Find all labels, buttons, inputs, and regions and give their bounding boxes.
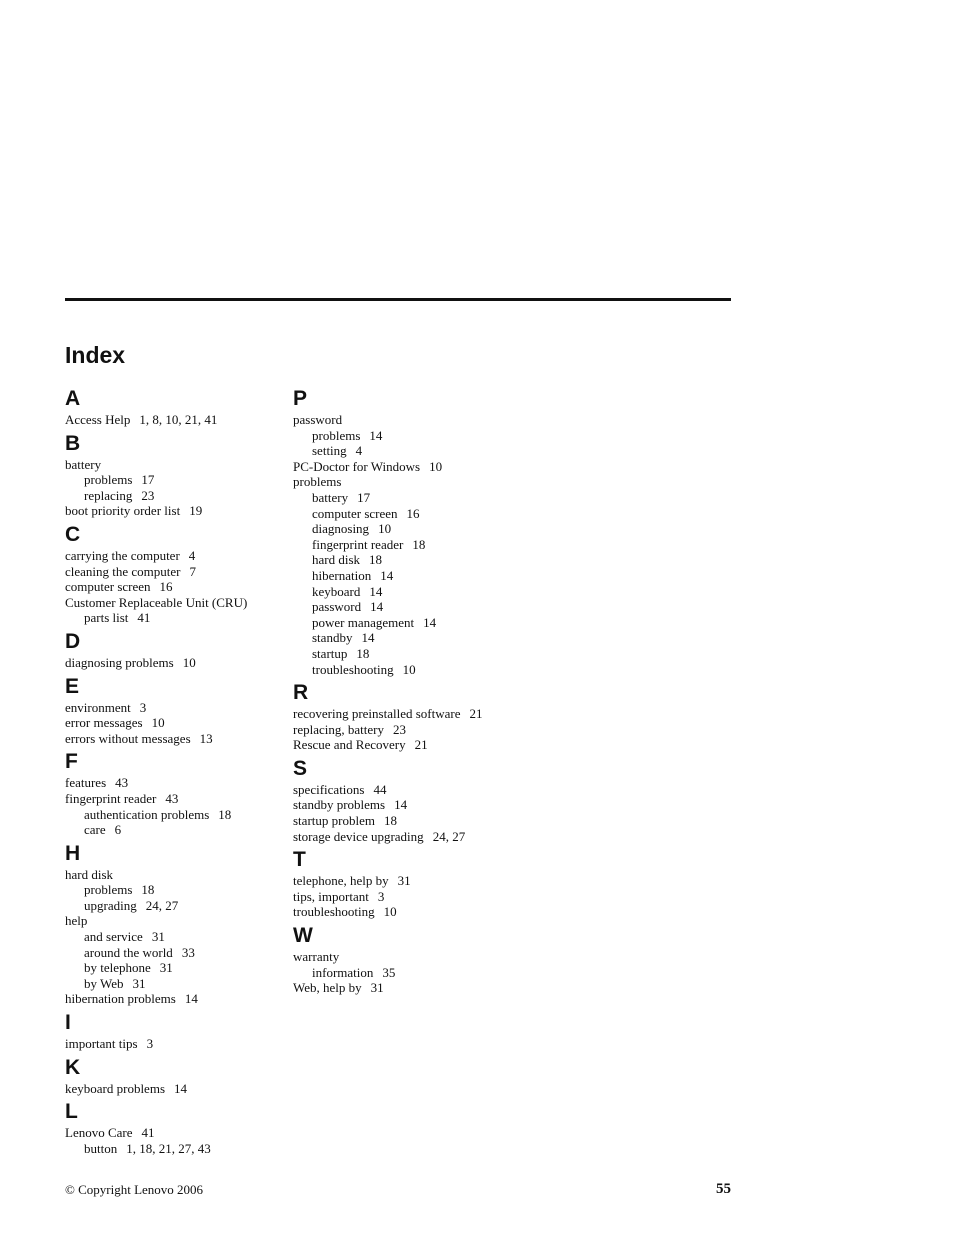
index-entry bbox=[65, 655, 285, 671]
entry-page-refs: 4 bbox=[188, 547, 196, 563]
index-subentry bbox=[65, 929, 285, 945]
entry-term: important tips bbox=[65, 1036, 138, 1052]
entry-term: parts list bbox=[84, 610, 129, 626]
index-section-e bbox=[65, 674, 285, 747]
index-entry bbox=[293, 949, 513, 965]
entry-term: Web, help by bbox=[293, 980, 362, 996]
entry-term: button bbox=[84, 1140, 118, 1156]
index-subentry bbox=[293, 490, 513, 506]
entry-term: hard disk bbox=[312, 552, 361, 568]
index-subentry bbox=[65, 822, 285, 838]
entry-page-refs: 21 bbox=[414, 737, 428, 753]
index-section-a bbox=[65, 386, 285, 428]
index-subentry bbox=[293, 521, 513, 537]
entry-page-refs: 18 bbox=[383, 813, 397, 829]
entry-page-refs: 16 bbox=[159, 579, 173, 595]
index-section-c bbox=[65, 522, 285, 626]
index-section-k bbox=[65, 1055, 285, 1097]
section-letter: B bbox=[65, 431, 81, 455]
entry-term: Access Help bbox=[65, 412, 131, 427]
index-entry bbox=[65, 564, 285, 580]
entry-page-refs: 14 bbox=[423, 614, 437, 630]
entry-page-refs: 31 bbox=[397, 873, 411, 889]
entry-page-refs: 14 bbox=[369, 427, 383, 443]
entry-term: upgrading bbox=[84, 897, 137, 913]
entry-term: Rescue and Recovery bbox=[293, 737, 406, 753]
entry-term: care bbox=[84, 822, 106, 838]
index-column-left bbox=[65, 386, 285, 1156]
section-letter: I bbox=[65, 1011, 71, 1035]
entry-page-refs: 18 bbox=[218, 806, 232, 822]
index-subentry bbox=[293, 599, 513, 615]
entry-page-refs: 33 bbox=[181, 944, 195, 960]
index-subentry bbox=[293, 615, 513, 631]
index-entry bbox=[293, 813, 513, 829]
index-subentry bbox=[293, 646, 513, 662]
index-subentry bbox=[65, 898, 285, 914]
entry-term: troubleshooting bbox=[312, 661, 394, 677]
entry-page-refs: 19 bbox=[189, 503, 203, 519]
index-subentry bbox=[65, 976, 285, 992]
entry-page-refs: 3 bbox=[146, 1036, 154, 1052]
entry-term: battery bbox=[312, 489, 349, 505]
entry-term: troubleshooting bbox=[293, 904, 375, 920]
index-subentry bbox=[293, 537, 513, 553]
entry-term: battery bbox=[65, 456, 102, 472]
entry-term: problems bbox=[84, 882, 133, 898]
index-entry bbox=[65, 503, 285, 519]
index-entry bbox=[65, 412, 285, 428]
index-entry bbox=[65, 791, 285, 807]
index-section-d bbox=[65, 629, 285, 671]
entry-term: tips, important bbox=[293, 888, 369, 904]
entry-page-refs: 18 bbox=[412, 536, 426, 552]
index-entry bbox=[65, 700, 285, 716]
section-letter: P bbox=[293, 387, 308, 410]
index-subentry bbox=[293, 506, 513, 522]
entry-page-refs: 23 bbox=[141, 487, 155, 503]
index-section-f bbox=[65, 749, 285, 837]
entry-page-refs: 1, 18, 21, 27, 43 bbox=[126, 1140, 211, 1156]
index-entry bbox=[65, 775, 285, 791]
index-entry bbox=[65, 595, 285, 611]
index-section-i bbox=[65, 1010, 285, 1052]
index-section-l bbox=[65, 1099, 285, 1156]
section-letter: D bbox=[65, 629, 81, 653]
entry-term: around the world bbox=[84, 944, 173, 960]
entry-page-refs: 14 bbox=[184, 991, 198, 1007]
entry-term: diagnosing bbox=[312, 521, 370, 537]
entry-page-refs: 10 bbox=[151, 715, 165, 731]
index-subentry bbox=[293, 568, 513, 584]
entry-term: error messages bbox=[65, 715, 143, 731]
entry-page-refs: 10 bbox=[182, 654, 196, 670]
entry-term: problems bbox=[312, 427, 361, 443]
index-section-p bbox=[293, 386, 513, 677]
index-subentry bbox=[293, 965, 513, 981]
index-entry bbox=[293, 474, 513, 490]
entry-page-refs: 43 bbox=[115, 775, 129, 791]
index-section-r bbox=[293, 680, 513, 753]
entry-term: keyboard bbox=[312, 583, 361, 599]
index-section-t bbox=[293, 847, 513, 920]
entry-page-refs: 16 bbox=[406, 505, 420, 521]
index-section-s bbox=[293, 756, 513, 844]
entry-term: features bbox=[65, 775, 107, 791]
index-entry bbox=[65, 457, 285, 473]
index-subentry bbox=[65, 610, 285, 626]
entry-term: specifications bbox=[293, 781, 365, 797]
section-letter: A bbox=[65, 387, 81, 410]
entry-term: PC-Doctor for Windows bbox=[293, 458, 421, 474]
entry-term: authentication problems bbox=[84, 806, 210, 822]
entry-term: carrying the computer bbox=[65, 547, 180, 563]
section-letter: C bbox=[65, 522, 81, 546]
entry-term: storage device upgrading bbox=[293, 828, 424, 844]
section-letter: F bbox=[65, 750, 78, 774]
index-entry bbox=[65, 991, 285, 1007]
entry-term: boot priority order list bbox=[65, 503, 181, 519]
index-subentry bbox=[293, 443, 513, 459]
entry-page-refs: 43 bbox=[165, 790, 179, 806]
entry-term: standby bbox=[312, 630, 353, 646]
entry-term: computer screen bbox=[65, 579, 151, 595]
index-entry bbox=[65, 1125, 285, 1141]
entry-term: by telephone bbox=[84, 960, 151, 976]
index-entry bbox=[65, 1081, 285, 1097]
index-entry bbox=[65, 913, 285, 929]
entry-term: errors without messages bbox=[65, 730, 191, 746]
entry-term: power management bbox=[312, 614, 415, 630]
entry-page-refs: 18 bbox=[369, 552, 383, 568]
entry-term: problems bbox=[84, 472, 133, 488]
index-section-h bbox=[65, 841, 285, 1007]
entry-page-refs: 10 bbox=[383, 904, 397, 920]
index-entry bbox=[293, 412, 513, 428]
entry-page-refs: 7 bbox=[189, 563, 197, 579]
entry-page-refs: 24, 27 bbox=[432, 828, 466, 844]
section-letter: L bbox=[65, 1100, 78, 1124]
entry-page-refs: 18 bbox=[141, 882, 155, 898]
index-section-b bbox=[65, 431, 285, 519]
index-section-w bbox=[293, 923, 513, 996]
index-subentry bbox=[293, 584, 513, 600]
index-column-right bbox=[293, 386, 513, 996]
entry-term: recovering preinstalled software bbox=[293, 706, 461, 722]
section-letter: R bbox=[293, 681, 309, 705]
entry-page-refs: 10 bbox=[402, 661, 416, 677]
entry-page-refs: 13 bbox=[199, 730, 213, 746]
entry-page-refs: 14 bbox=[394, 797, 408, 813]
entry-term: and service bbox=[84, 929, 143, 945]
entry-term: setting bbox=[312, 443, 347, 459]
entry-page-refs: 1, 8, 10, 21, 41 bbox=[139, 412, 218, 427]
section-letter: W bbox=[293, 924, 313, 948]
section-letter: H bbox=[65, 841, 81, 865]
entry-page-refs: 10 bbox=[429, 458, 443, 474]
index-subentry bbox=[65, 1141, 285, 1157]
index-entry bbox=[65, 548, 285, 564]
entry-term: password bbox=[293, 412, 343, 427]
index-entry bbox=[65, 731, 285, 747]
entry-page-refs: 44 bbox=[373, 781, 387, 797]
entry-term: password bbox=[312, 599, 362, 615]
entry-term: Customer Replaceable Unit (CRU) bbox=[65, 594, 248, 610]
entry-page-refs: 41 bbox=[137, 610, 151, 626]
index-entry bbox=[65, 1036, 285, 1052]
entry-page-refs: 14 bbox=[174, 1080, 188, 1096]
index-subentry bbox=[65, 960, 285, 976]
entry-page-refs: 14 bbox=[380, 567, 394, 583]
index-subentry bbox=[65, 488, 285, 504]
index-entry bbox=[293, 873, 513, 889]
entry-term: fingerprint reader bbox=[65, 790, 157, 806]
entry-page-refs: 17 bbox=[357, 489, 371, 505]
entry-term: help bbox=[65, 913, 88, 929]
entry-term: information bbox=[312, 964, 374, 980]
entry-term: warranty bbox=[293, 949, 340, 965]
index-entry bbox=[65, 579, 285, 595]
index-subentry bbox=[293, 428, 513, 444]
entry-term: startup bbox=[312, 645, 348, 661]
entry-page-refs: 31 bbox=[132, 975, 146, 991]
entry-page-refs: 35 bbox=[382, 964, 396, 980]
entry-term: fingerprint reader bbox=[312, 536, 404, 552]
entry-term: keyboard problems bbox=[65, 1080, 166, 1096]
entry-page-refs: 6 bbox=[114, 822, 122, 838]
entry-page-refs: 41 bbox=[141, 1125, 155, 1141]
entry-term: replacing bbox=[84, 487, 133, 503]
index-entry bbox=[293, 459, 513, 475]
entry-page-refs: 31 bbox=[151, 929, 165, 945]
entry-term: by Web bbox=[84, 975, 124, 991]
index-entry bbox=[293, 782, 513, 798]
index-entry bbox=[293, 980, 513, 996]
index-entry bbox=[293, 889, 513, 905]
entry-page-refs: 24, 27 bbox=[145, 897, 179, 913]
entry-page-refs: 14 bbox=[361, 630, 375, 646]
entry-term: cleaning the computer bbox=[65, 563, 181, 579]
header-rule bbox=[65, 298, 731, 301]
entry-page-refs: 31 bbox=[370, 980, 384, 996]
entry-page-refs: 4 bbox=[355, 443, 363, 459]
entry-term: standby problems bbox=[293, 797, 386, 813]
entry-page-refs: 3 bbox=[377, 888, 385, 904]
entry-page-refs: 10 bbox=[378, 521, 392, 537]
index-subentry bbox=[65, 945, 285, 961]
page-title: Index bbox=[65, 342, 126, 368]
entry-term: telephone, help by bbox=[293, 873, 389, 889]
index-entry bbox=[293, 706, 513, 722]
entry-term: computer screen bbox=[312, 505, 398, 521]
entry-term: startup problem bbox=[293, 813, 375, 829]
entry-term: environment bbox=[65, 699, 131, 715]
index-subentry bbox=[293, 662, 513, 678]
section-letter: E bbox=[65, 674, 80, 698]
entry-page-refs: 14 bbox=[370, 599, 384, 615]
entry-page-refs: 31 bbox=[159, 960, 173, 976]
index-entry bbox=[65, 715, 285, 731]
index-subentry bbox=[293, 552, 513, 568]
index-entry bbox=[293, 797, 513, 813]
entry-term: hibernation bbox=[312, 567, 372, 583]
entry-term: hibernation problems bbox=[65, 991, 176, 1007]
entry-page-refs: 3 bbox=[139, 699, 147, 715]
entry-term: Lenovo Care bbox=[65, 1125, 133, 1141]
section-letter: T bbox=[293, 848, 306, 872]
section-letter: K bbox=[65, 1055, 81, 1079]
index-entry bbox=[293, 737, 513, 753]
entry-page-refs: 17 bbox=[141, 472, 155, 488]
entry-page-refs: 18 bbox=[356, 645, 370, 661]
index-entry bbox=[293, 722, 513, 738]
entry-page-refs: 23 bbox=[392, 721, 406, 737]
index-entry bbox=[65, 867, 285, 883]
entry-term: diagnosing problems bbox=[65, 654, 174, 670]
entry-page-refs: 21 bbox=[469, 706, 483, 722]
entry-term: replacing, battery bbox=[293, 721, 384, 737]
entry-term: hard disk bbox=[65, 866, 114, 882]
index-subentry bbox=[65, 882, 285, 898]
index-entry bbox=[293, 829, 513, 845]
index-subentry bbox=[293, 630, 513, 646]
entry-page-refs: 14 bbox=[369, 583, 383, 599]
copyright-notice: © Copyright Lenovo 2006 bbox=[65, 1182, 204, 1197]
index-entry bbox=[293, 904, 513, 920]
index-subentry bbox=[65, 807, 285, 823]
section-letter: S bbox=[293, 756, 308, 780]
page-number: 55 bbox=[716, 1181, 731, 1197]
entry-term: problems bbox=[293, 474, 342, 490]
index-subentry bbox=[65, 472, 285, 488]
